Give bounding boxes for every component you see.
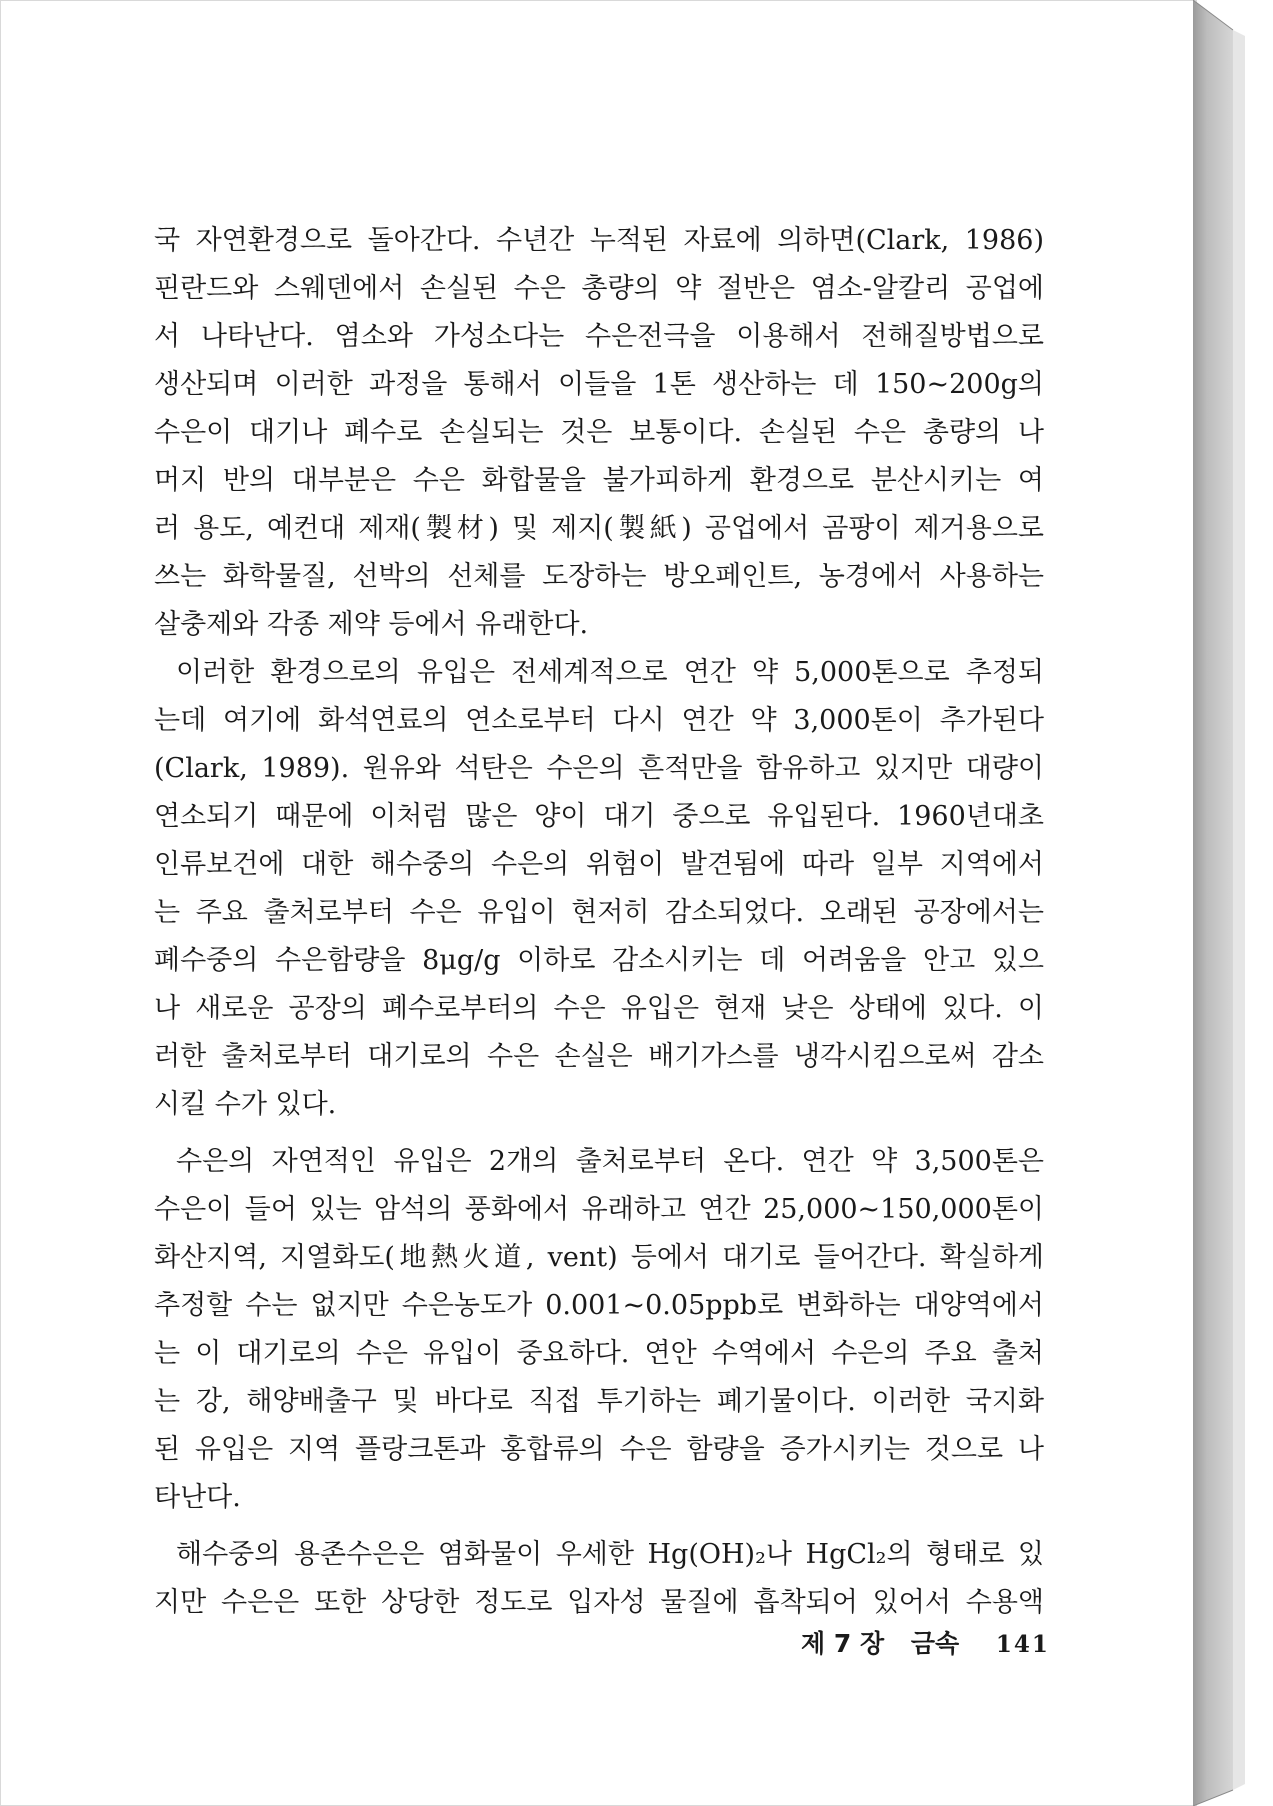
page-edge-shadow	[1193, 0, 1273, 1806]
text-line: 러한 출처로부터 대기로의 수은 손실은 배기가스를 냉각시킴으로써 감소	[154, 1041, 1044, 1072]
text-line: 인류보건에 대한 해수중의 수은의 위험이 발견됨에 따라 일부 지역에서	[154, 849, 1044, 880]
text-line: 수은이 대기나 폐수로 손실되는 것은 보통이다. 손실된 수은 총량의 나	[154, 417, 1044, 448]
text-line: 수은이 들어 있는 암석의 풍화에서 유래하고 연간 25,000~150,000톤이	[154, 1194, 1044, 1225]
text-line: 폐수중의 수은함량을 8μg/g 이하로 감소시키는 데 어려움을 안고 있으	[154, 945, 1044, 976]
paragraph	[154, 1531, 1044, 1627]
text-line: 해수중의 용존수은은 염화물이 우세한 Hg(OH)₂나 HgCl₂의 형태로 있	[176, 1539, 1044, 1570]
paragraph	[154, 649, 1044, 1129]
text-line: 연소되기 때문에 이처럼 많은 양이 대기 중으로 유입된다. 1960년대초	[154, 801, 1044, 832]
paragraph-gap	[154, 1129, 1044, 1138]
body-text	[154, 217, 1044, 1627]
paragraph	[154, 1138, 1044, 1522]
text-line: 는데 여기에 화석연료의 연소로부터 다시 연간 약 3,000톤이 추가된다	[154, 705, 1044, 736]
text-line: 국 자연환경으로 돌아간다. 수년간 누적된 자료에 의하면(Clark, 1986)	[154, 225, 1044, 256]
text-line: 나 새로운 공장의 폐수로부터의 수은 유입은 현재 낮은 상태에 있다. 이	[154, 993, 1044, 1024]
text-line: 추정할 수는 없지만 수은농도가 0.001~0.05ppb로 변화하는 대양역에서	[154, 1290, 1044, 1321]
text-line: 타난다.	[154, 1482, 241, 1513]
text-line: 는 이 대기로의 수은 유입이 중요하다. 연안 수역에서 수은의 주요 출처	[154, 1338, 1044, 1369]
text-line: 는 강, 해양배출구 및 바다로 직접 투기하는 폐기물이다. 이러한 국지화	[154, 1386, 1044, 1417]
text-line: 러 용도, 예컨대 제재(製材) 및 제지(製紙) 공업에서 곰팡이 제거용으로	[154, 513, 1044, 544]
page-number: 141	[995, 1631, 1050, 1658]
page-stack-edge	[1193, 0, 1273, 1806]
text-line: 쓰는 화학물질, 선박의 선체를 도장하는 방오페인트, 농경에서 사용하는	[154, 561, 1044, 592]
text-line: 시킬 수가 있다.	[154, 1089, 337, 1120]
text-line: 살충제와 각종 제약 등에서 유래한다.	[154, 609, 589, 640]
text-line: 화산지역, 지열화도(地熱火道, vent) 등에서 대기로 들어간다. 확실하게	[154, 1242, 1044, 1273]
text-line: 이러한 환경으로의 유입은 전세계적으로 연간 약 5,000톤으로 추정되	[176, 657, 1044, 688]
text-line: 된 유입은 지역 플랑크톤과 홍합류의 수은 함량을 증가시키는 것으로 나	[154, 1434, 1044, 1465]
text-line: 핀란드와 스웨덴에서 손실된 수은 총량의 약 절반은 염소-알칼리 공업에	[154, 273, 1044, 304]
paragraph-gap	[154, 1522, 1044, 1531]
page-footer	[801, 1624, 1121, 1660]
text-line: 수은의 자연적인 유입은 2개의 출처로부터 온다. 연간 약 3,500톤은	[176, 1146, 1044, 1177]
text-line: 는 주요 출처로부터 수은 유입이 현저히 감소되었다. 오래된 공장에서는	[154, 897, 1044, 928]
chapter-title: 금속	[910, 1629, 960, 1658]
paragraph	[154, 217, 1044, 649]
text-line: 생산되며 이러한 과정을 통해서 이들을 1톤 생산하는 데 150~200g의	[154, 369, 1044, 400]
chapter-label: 제 7 장	[801, 1629, 885, 1658]
text-line: 머지 반의 대부분은 수은 화합물을 불가피하게 환경으로 분산시키는 여	[154, 465, 1044, 496]
text-line: (Clark, 1989). 원유와 석탄은 수은의 흔적만을 함유하고 있지만 대량이	[154, 753, 1044, 784]
text-line: 지만 수은은 또한 상당한 정도로 입자성 물질에 흡착되어 있어서 수용액	[154, 1587, 1044, 1618]
text-line: 서 나타난다. 염소와 가성소다는 수은전극을 이용해서 전해질방법으로	[154, 321, 1044, 352]
